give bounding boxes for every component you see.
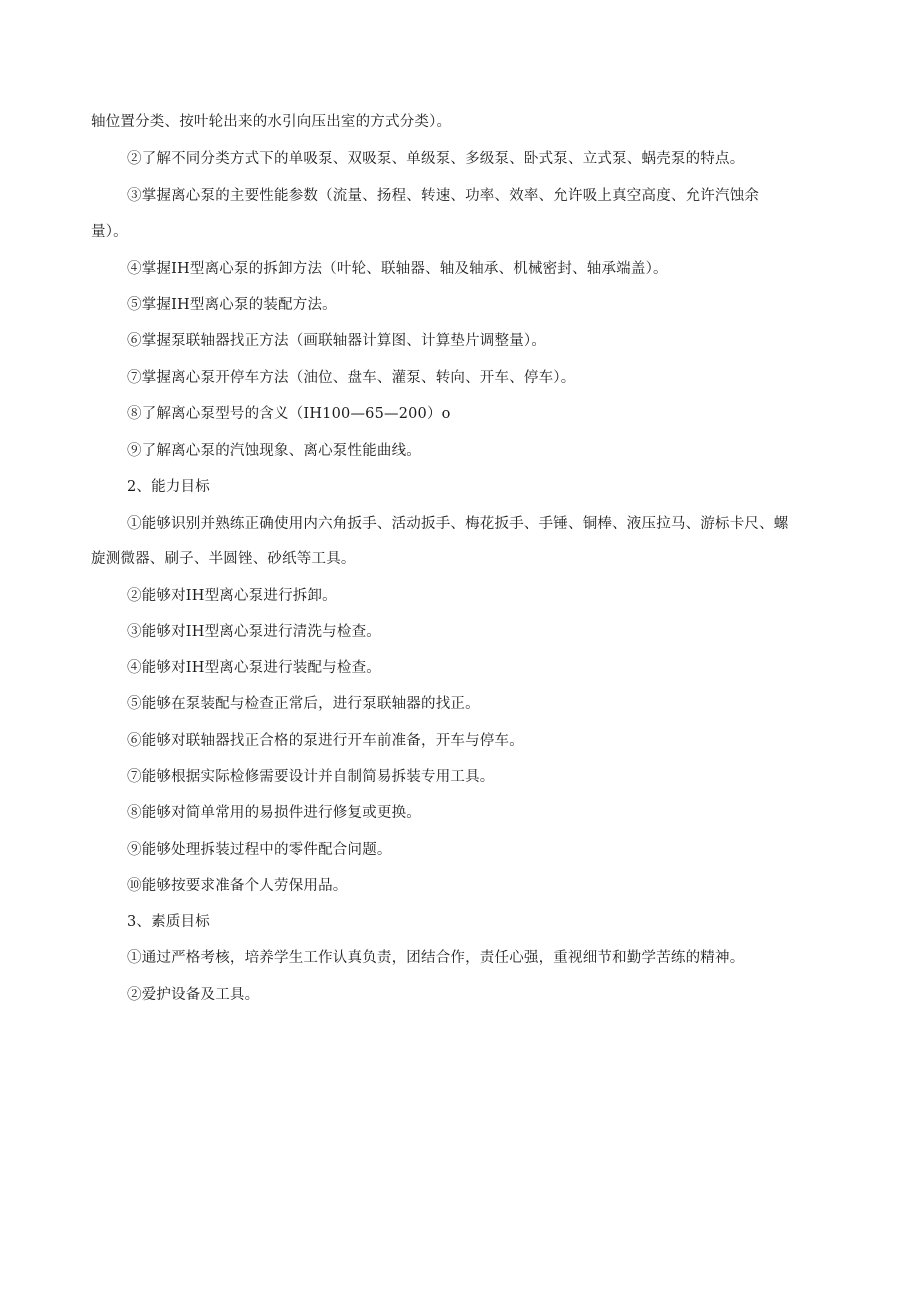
- paragraph-continuation: 轴位置分类、按叶轮出来的水引向压出室的方式分类）。: [91, 114, 452, 130]
- quality-item-2: ②爱护设备及工具。: [127, 987, 260, 1003]
- knowledge-item-9: ⑨了解离心泵的汽蚀现象、离心泵性能曲线。: [127, 443, 421, 459]
- knowledge-item-3-continued: 量）。: [91, 224, 128, 240]
- knowledge-item-5: ⑤掌握IH型离心泵的装配方法。: [127, 297, 337, 313]
- ability-item-1: ①能够识别并熟练正确使用内六角扳手、活动扳手、梅花扳手、手锤、铜棒、液压拉马、游标卡尺、螺: [127, 516, 789, 532]
- ability-item-3: ③能够对IH型离心泵进行清洗与检查。: [127, 624, 381, 640]
- quality-item-1: ①通过严格考核，培养学生工作认真负责，团结合作，责任心强，重视细节和勤学苦练的精神。: [127, 950, 745, 966]
- section-heading-quality: 3、素质目标: [127, 914, 210, 930]
- ability-item-2: ②能够对IH型离心泵进行拆卸。: [127, 588, 337, 604]
- ability-item-9: ⑨能够处理拆装过程中的零件配合问题。: [127, 842, 392, 858]
- ability-item-10: ⑩能够按要求准备个人劳保用品。: [127, 878, 348, 894]
- ability-item-7: ⑦能够根据实际检修需要设计并自制简易拆装专用工具。: [127, 769, 495, 785]
- knowledge-item-2: ②了解不同分类方式下的单吸泵、双吸泵、单级泵、多级泵、卧式泵、立式泵、蜗壳泵的特点。: [127, 151, 745, 167]
- section-heading-ability: 2、能力目标: [127, 479, 210, 495]
- knowledge-item-4: ④掌握IH型离心泵的拆卸方法（叶轮、联轴器、轴及轴承、机械密封、轴承端盖）。: [127, 261, 668, 277]
- ability-item-4: ④能够对IH型离心泵进行装配与检查。: [127, 660, 381, 676]
- knowledge-item-6: ⑥掌握泵联轴器找正方法（画联轴器计算图、计算垫片调整量）。: [127, 333, 547, 349]
- knowledge-item-3: ③掌握离心泵的主要性能参数（流量、扬程、转速、功率、效率、允许吸上真空高度、允许汽蚀余: [127, 188, 760, 204]
- knowledge-item-8: ⑧了解离心泵型号的含义（IH100—65—200）o: [127, 406, 451, 422]
- ability-item-1-continued: 旋测微器、刷子、半圆锉、砂纸等工具。: [91, 551, 356, 567]
- ability-item-5: ⑤能够在泵装配与检查正常后，进行泵联轴器的找正。: [127, 696, 480, 712]
- ability-item-8: ⑧能够对简单常用的易损件进行修复或更换。: [127, 805, 421, 821]
- knowledge-item-7: ⑦掌握离心泵开停车方法（油位、盘车、灌泵、转向、开车、停车）。: [127, 370, 576, 386]
- ability-item-6: ⑥能够对联轴器找正合格的泵进行开车前准备，开车与停车。: [127, 733, 524, 749]
